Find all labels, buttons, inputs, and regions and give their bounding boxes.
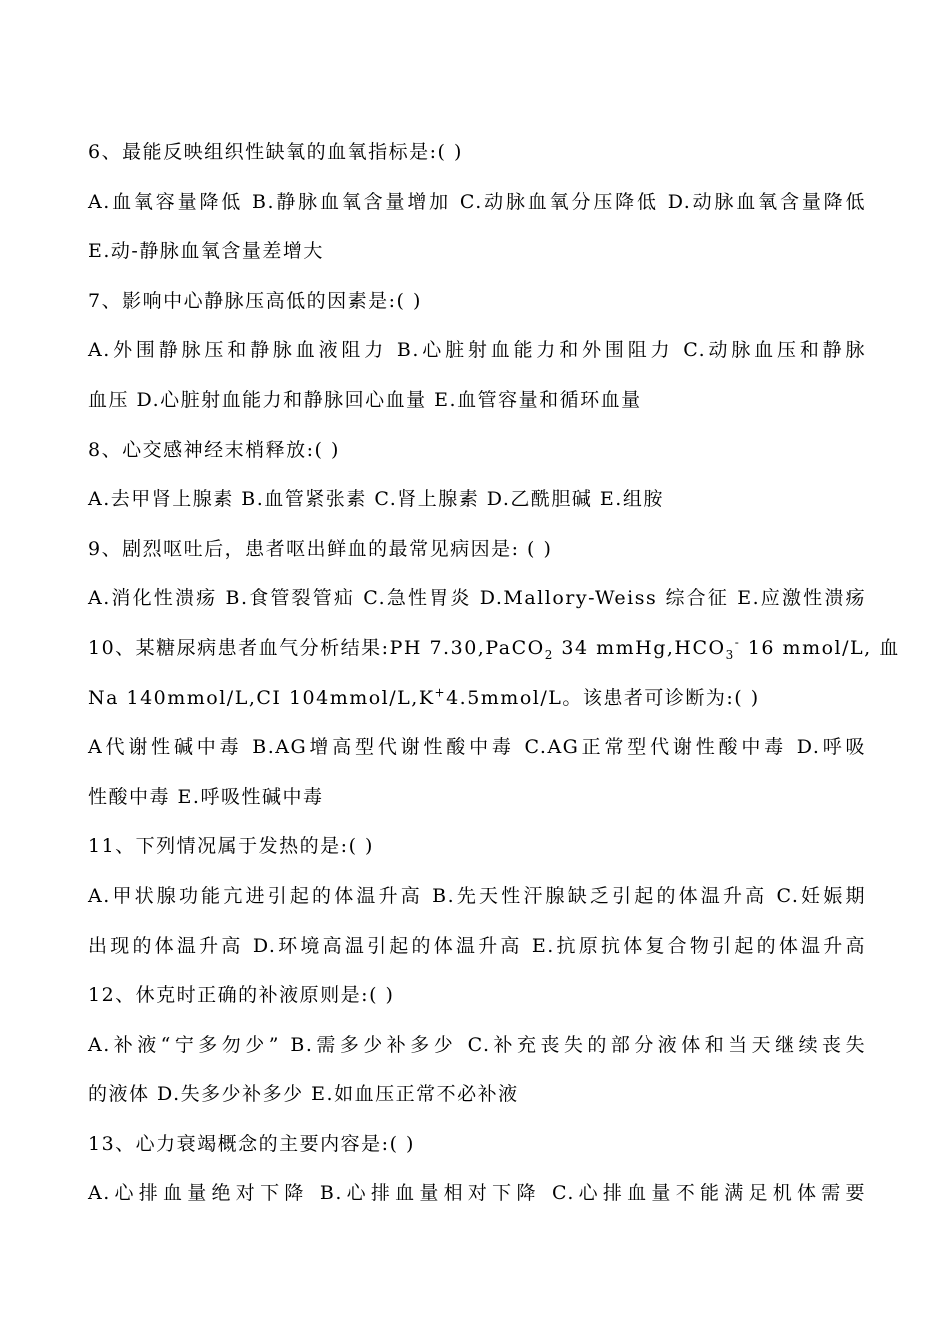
question-9: 9、剧烈呕吐后，患者呕出鲜血的最常见病因是: ( ) bbox=[88, 537, 553, 560]
question-13: 13、心力衰竭概念的主要内容是:( ) bbox=[88, 1132, 415, 1155]
question-9-options: A.消化性溃疡 B.食管裂管疝 C.急性胃炎 D.Mallory-Weiss 综合征 E.应激性溃疡 bbox=[88, 587, 866, 610]
q10-sub-co2: 2 bbox=[544, 647, 554, 662]
question-7-options-line-2: 血压 D.心脏射血能力和静脉回心血量 E.血管容量和循环血量 bbox=[88, 388, 642, 411]
question-8-options: A.去甲肾上腺素 B.血管紧张素 C.肾上腺素 D.乙酰胆碱 E.组胺 bbox=[88, 488, 664, 511]
question-11-options-line-2: 出现的体温升高 D.环境高温引起的体温升高 E.抗原抗体复合物引起的体温升高 bbox=[88, 934, 866, 957]
question-12-options-line-2: 的液体 D.失多少补多少 E.如血压正常不必补液 bbox=[88, 1083, 519, 1106]
question-10-line-1 bbox=[88, 624, 900, 674]
q10-line2-text-b: 4.5mmol/L。该患者可诊断为:( ) bbox=[446, 686, 760, 709]
q10-sup-charge: - bbox=[734, 635, 741, 650]
question-10-options-line-2: 性酸中毒 E.呼吸性碱中毒 bbox=[88, 785, 324, 808]
question-7-options-line-1: A.外围静脉压和静脉血液阻力 B.心脏射血能力和外围阻力 C.动脉血压和静脉 bbox=[88, 339, 866, 362]
q10-text-b: 34 mmHg,HCO bbox=[553, 636, 726, 659]
question-10-options-line-1: A代谢性碱中毒 B.AG增高型代谢性酸中毒 C.AG正常型代谢性酸中毒 D.呼吸 bbox=[88, 736, 866, 759]
question-6-options-line-1: A.血氧容量降低 B.静脉血氧含量增加 C.动脉血氧分压降低 D.动脉血氧含量降低 bbox=[88, 190, 866, 213]
q10-text-a: 10、某糖尿病患者血气分析结果:PH 7.30,PaCO bbox=[88, 636, 545, 659]
question-12: 12、休克时正确的补液原则是:( ) bbox=[88, 984, 395, 1007]
q10-sup-k: + bbox=[434, 685, 447, 700]
question-10-line-2 bbox=[88, 674, 866, 724]
question-12-options-line-1: A.补液“宁多勿少” B.需多少补多少 C.补充丧失的部分液体和当天继续丧失 bbox=[88, 1033, 866, 1056]
q10-text-c: 16 mmol/L, 血 bbox=[740, 636, 900, 659]
question-11: 11、下列情况属于发热的是:( ) bbox=[88, 835, 374, 858]
question-8: 8、心交感神经末梢释放:( ) bbox=[88, 438, 340, 461]
question-7: 7、影响中心静脉压高低的因素是:( ) bbox=[88, 289, 422, 312]
question-6: 6、最能反映组织性缺氧的血氧指标是:( ) bbox=[88, 141, 463, 163]
q10-line2-text-a: Na 140mmol/L,CI 104mmol/L,K bbox=[88, 686, 435, 709]
question-6-options-line-2: E.动-静脉血氧含量差增大 bbox=[88, 240, 324, 263]
question-11-options-line-1: A.甲状腺功能亢进引起的体温升高 B.先天性汗腺缺乏引起的体温升高 C.妊娠期 bbox=[88, 884, 866, 907]
question-13-options-line-1: A.心排血量绝对下降 B.心排血量相对下降 C.心排血量不能满足机体需要 bbox=[88, 1182, 866, 1205]
document-page bbox=[88, 128, 900, 1219]
q10-sub-hco3: 3 bbox=[725, 647, 735, 662]
